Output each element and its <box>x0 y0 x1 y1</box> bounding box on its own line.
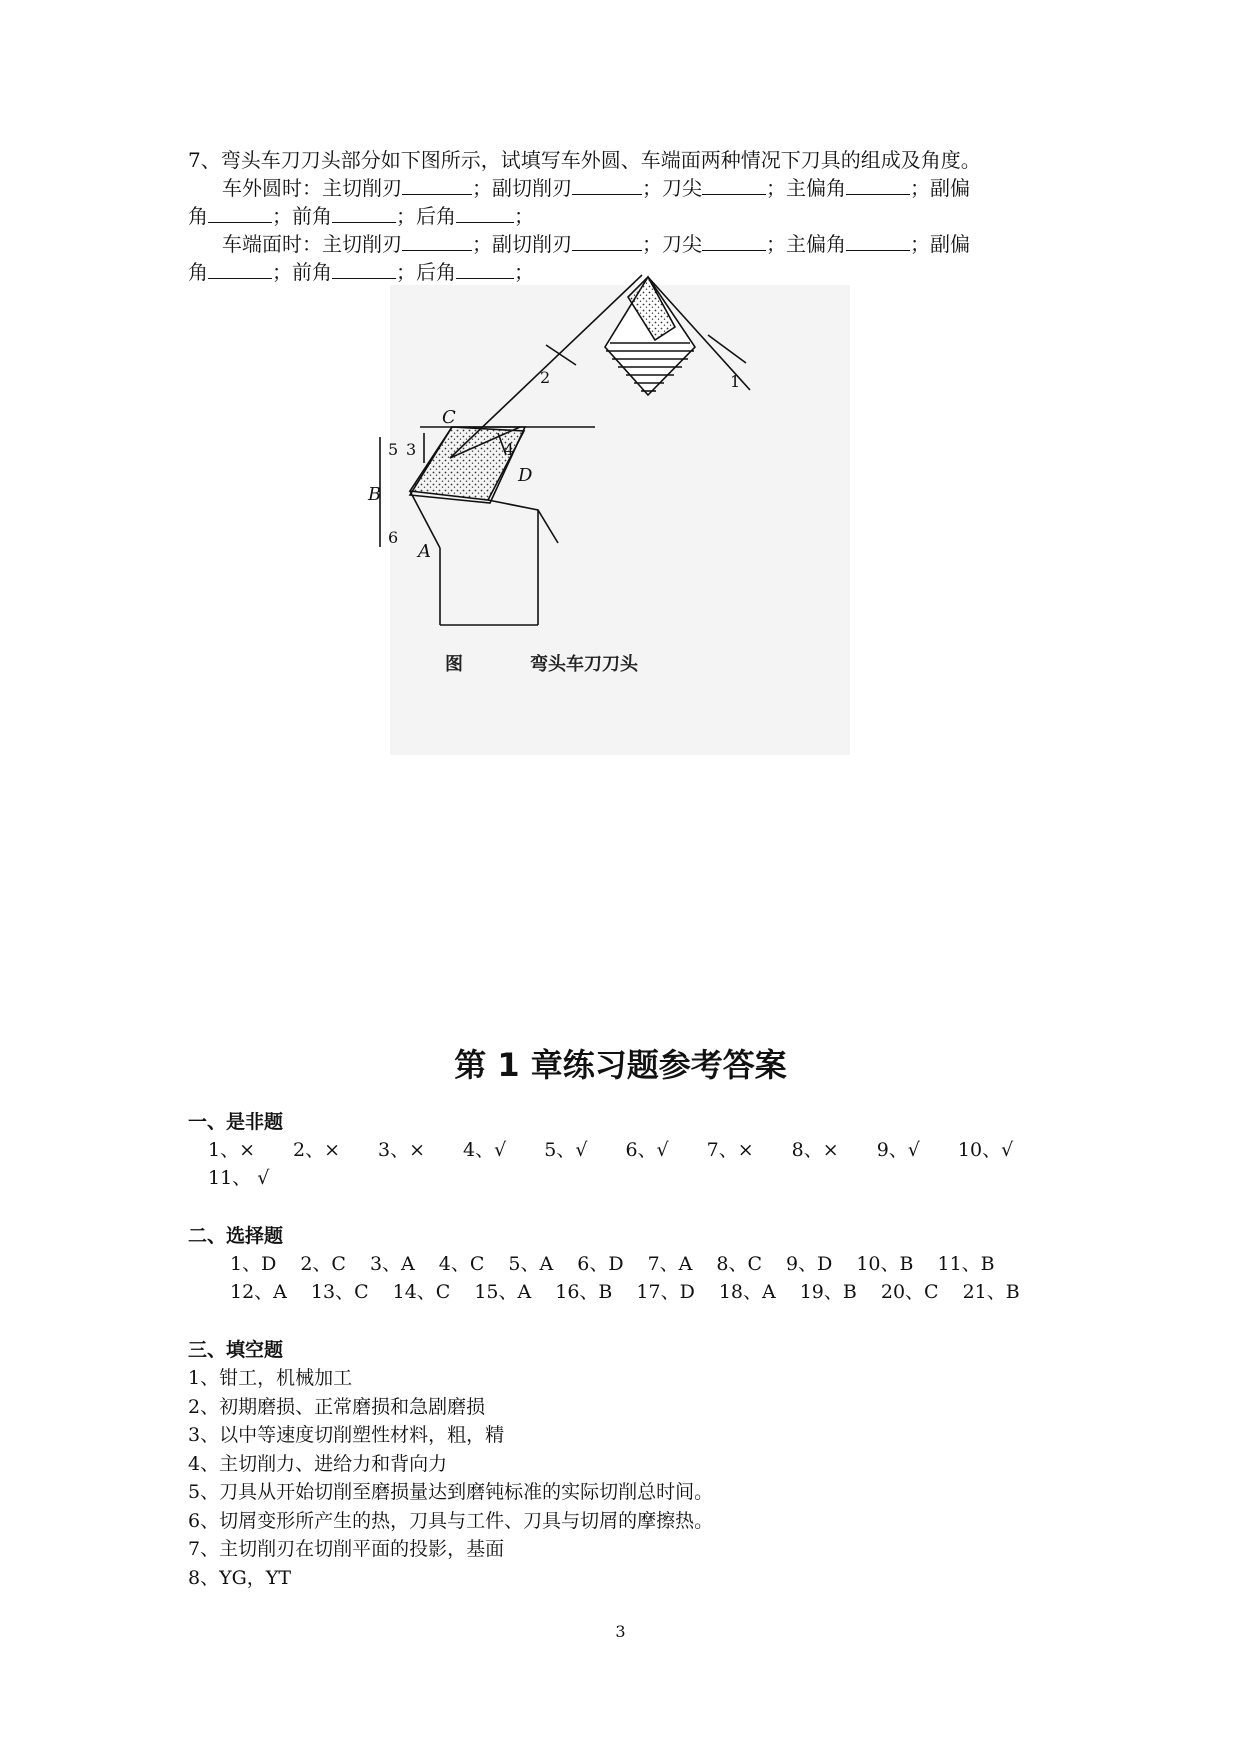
blank-minor-edge[interactable] <box>572 176 642 195</box>
outer-text: ；刀尖 <box>642 176 702 200</box>
outer-text: ；前角 <box>272 204 332 228</box>
blank-minor-angle[interactable] <box>208 260 272 279</box>
outer-line-1 <box>188 174 1068 202</box>
answer-item: 9、√ <box>876 1139 920 1161</box>
label-angle-2: 2 <box>540 368 551 387</box>
answer-item: 5、√ <box>544 1139 588 1161</box>
face-text: ；副切削刃 <box>472 232 572 256</box>
answer-item: 11、 √ <box>208 1167 270 1189</box>
answer-item: 7、× <box>706 1139 754 1161</box>
label-angle-6: 6 <box>388 528 399 547</box>
answer-item: 2、C <box>300 1253 346 1275</box>
label-angle-1: 1 <box>730 372 741 391</box>
label-angle-5: 5 <box>388 440 399 459</box>
face-text: ；前角 <box>272 260 332 284</box>
answer-item: 6、D <box>577 1253 624 1275</box>
page-number: 3 <box>615 1622 626 1641</box>
answer-item: 3、A <box>369 1253 415 1275</box>
answer-item: 12、A <box>230 1281 287 1303</box>
outer-line-2 <box>188 202 1068 230</box>
blank-rake-angle[interactable] <box>332 260 396 279</box>
answer-item: 6、√ <box>625 1139 669 1161</box>
answer-item: 16、B <box>555 1281 613 1303</box>
face-lead: 车端面时：主切削刃 <box>222 232 402 256</box>
blank-clearance-angle[interactable] <box>456 260 514 279</box>
answer-item: 4、C <box>438 1253 485 1275</box>
answer-item: 8、C <box>716 1253 763 1275</box>
outer-text: ；副偏 <box>910 176 970 200</box>
fill-answer-item: 8、YG，YT <box>188 1566 292 1589</box>
blank-tip[interactable] <box>702 232 766 251</box>
fill-answer-item: 2、初期磨损、正常磨损和急剧磨损 <box>188 1395 486 1418</box>
answer-item: 1、D <box>230 1253 277 1275</box>
question-7 <box>188 146 1068 286</box>
outer-text: ；后角 <box>396 204 456 228</box>
face-text: ；后角 <box>396 260 456 284</box>
label-angle-4: 4 <box>504 440 515 459</box>
answer-item: 9、D <box>786 1253 833 1275</box>
outer-text: ；主偏角 <box>766 176 846 200</box>
answer-item: 5、A <box>508 1253 554 1275</box>
face-text: 角 <box>188 260 208 284</box>
blank-clearance-angle[interactable] <box>456 204 514 223</box>
fill-answer-item: 6、切屑变形所产生的热，刀具与工件、刀具与切屑的摩擦热。 <box>188 1509 714 1532</box>
answer-item: 3、× <box>378 1139 426 1161</box>
face-text: ；刀尖 <box>642 232 702 256</box>
figure-caption-title: 弯头车刀刀头 <box>530 654 638 675</box>
answer-item: 19、B <box>799 1281 857 1303</box>
section-multiple-choice <box>188 1222 1068 1306</box>
section-heading: 二、选择题 <box>188 1225 284 1247</box>
fill-answer-item: 7、主切削刃在切削平面的投影，基面 <box>188 1538 505 1560</box>
answer-item: 11、B <box>937 1253 995 1275</box>
fill-in-answers <box>188 1364 1068 1592</box>
answer-item: 17、D <box>636 1281 695 1303</box>
true-false-answers <box>188 1136 1068 1192</box>
outer-lead: 车外圆时：主切削刃 <box>222 176 402 200</box>
fill-answer-item: 5、刀具从开始切削至磨损量达到磨钝标准的实际切削总时间。 <box>188 1481 714 1503</box>
outer-text: ； <box>514 204 534 228</box>
face-line-2 <box>188 258 1068 286</box>
tool-head-diagram <box>368 285 850 755</box>
face-text: ；副偏 <box>910 232 970 256</box>
blank-main-angle[interactable] <box>846 232 910 251</box>
blank-minor-edge[interactable] <box>572 232 642 251</box>
section-heading: 一、是非题 <box>188 1111 284 1133</box>
outer-text: ；副切削刃 <box>472 176 572 200</box>
fill-answer-item: 4、主切削力、进给力和背向力 <box>188 1452 448 1475</box>
answer-item: 20、C <box>880 1281 939 1303</box>
section-heading: 三、填空题 <box>188 1339 284 1361</box>
answer-item: 15、A <box>474 1281 532 1303</box>
answer-item: 4、√ <box>463 1139 507 1161</box>
tool-head-figure <box>368 285 850 755</box>
label-b: B <box>368 484 382 505</box>
label-a: A <box>418 541 431 562</box>
fill-answer-item: 3、以中等速度切削塑性材料，粗，精 <box>188 1424 505 1446</box>
section-true-false <box>188 1108 1068 1192</box>
blank-main-edge[interactable] <box>402 232 472 251</box>
blank-main-angle[interactable] <box>846 176 910 195</box>
answer-item: 7、A <box>647 1253 693 1275</box>
question-7-intro: 7、弯头车刀刀头部分如下图所示，试填写车外圆、车端面两种情况下刀具的组成及角度。 <box>188 148 981 172</box>
answer-item: 2、× <box>293 1139 341 1161</box>
answer-item: 10、√ <box>957 1139 1014 1161</box>
blank-main-edge[interactable] <box>402 176 472 195</box>
answer-item: 10、B <box>856 1253 914 1275</box>
label-d: D <box>518 465 533 486</box>
blank-tip[interactable] <box>702 176 766 195</box>
answer-item: 14、C <box>392 1281 451 1303</box>
outer-text: 角 <box>188 204 208 228</box>
face-text: ； <box>514 260 534 284</box>
chapter-title: 第 1 章练习题参考答案 <box>454 1046 787 1084</box>
label-angle-3: 3 <box>406 440 417 459</box>
answer-item: 18、A <box>718 1281 776 1303</box>
face-text: ；主偏角 <box>766 232 846 256</box>
answer-item: 13、C <box>310 1281 369 1303</box>
blank-minor-angle[interactable] <box>208 204 272 223</box>
label-c: C <box>442 407 456 428</box>
fill-answer-item: 1、钳工，机械加工 <box>188 1367 353 1389</box>
answer-item: 21、B <box>962 1281 1020 1303</box>
multiple-choice-answers <box>188 1250 1068 1306</box>
face-line-1 <box>188 230 1068 258</box>
blank-rake-angle[interactable] <box>332 204 396 223</box>
answer-item: 1、× <box>208 1139 256 1161</box>
figure-caption-prefix: 图 <box>445 654 463 675</box>
answer-item: 8、× <box>791 1139 839 1161</box>
section-fill-in <box>188 1336 1068 1592</box>
